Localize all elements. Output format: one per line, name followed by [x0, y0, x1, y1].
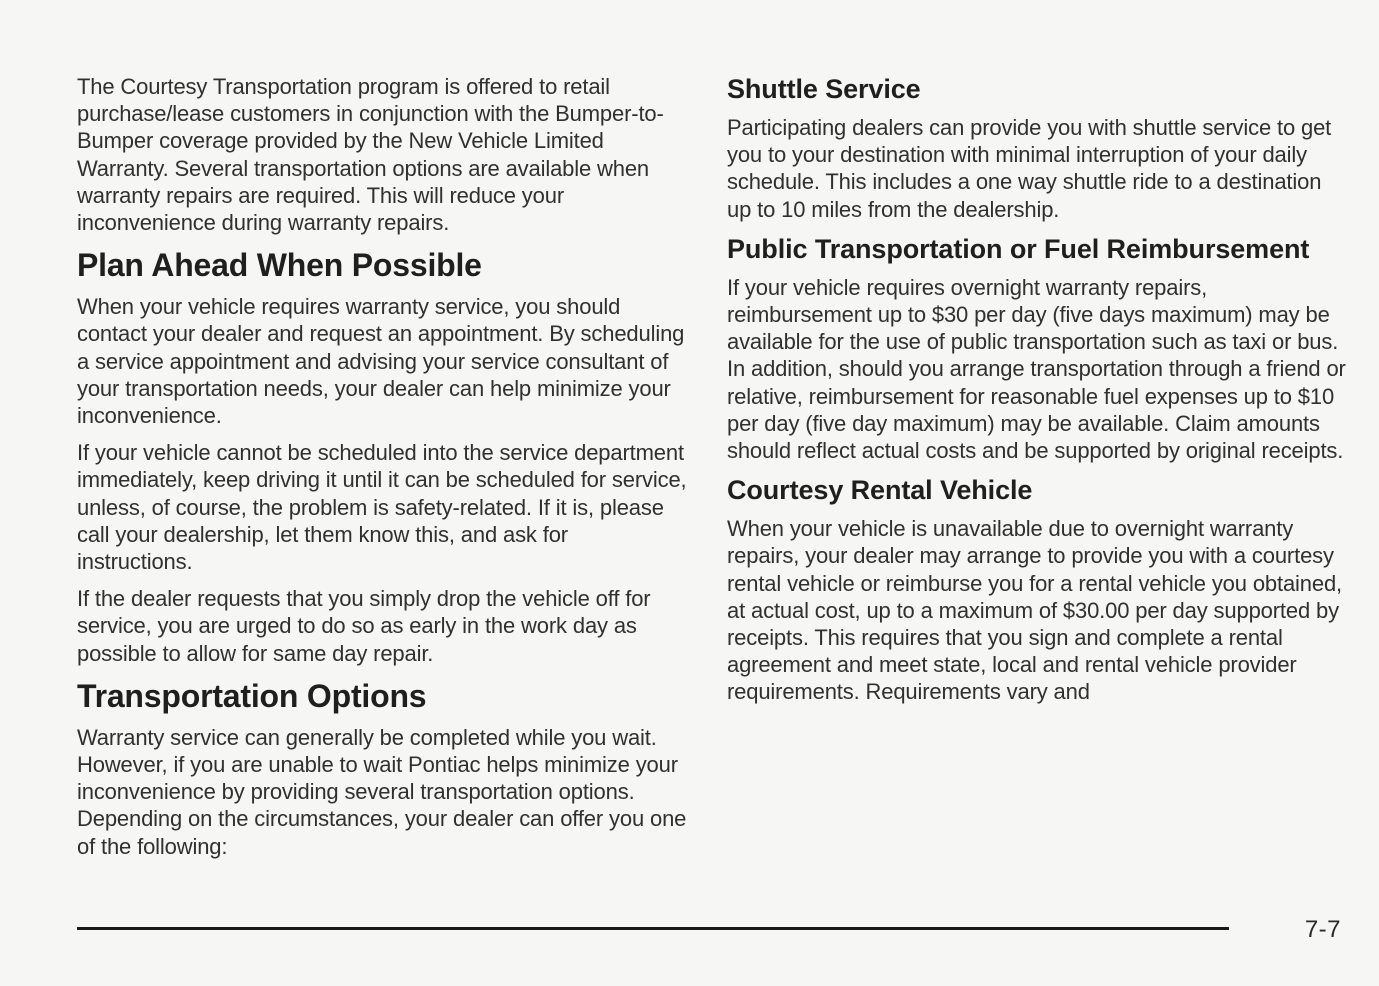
public-transportation-heading: Public Transportation or Fuel Reimbursement	[727, 233, 1310, 264]
transportation-options-paragraph: Warranty service can generally be completed while you wait. However, if you are unable to wait Pontiac helps minimize your inconvenience by providing several transportation options. Depending on the circumstances, your dealer can offer you one of the following:	[77, 724, 687, 859]
left-column	[77, 73, 689, 870]
courtesy-rental-paragraph: When your vehicle is unavailable due to overnight warranty repairs, your dealer may arrange to provide you with a courtesy rental vehicle or reimburse you for a rental vehicle you obtained, at actual cost, up to a maximum of $30.00 per day supported by receipts. This requires that you sign and complete a rental agreement and meet state, local and rental vehicle provider requirements. Requirements vary and	[727, 516, 1342, 705]
shuttle-service-paragraph: Participating dealers can provide you with shuttle service to get you to your destination with minimal interruption of your daily schedule. This includes a one way shuttle ride to a destination up to 10 miles from the dealership.	[727, 115, 1332, 222]
transportation-options-heading: Transportation Options	[77, 677, 427, 714]
footer-rule	[77, 927, 1229, 930]
courtesy-rental-heading: Courtesy Rental Vehicle	[727, 475, 1033, 506]
shuttle-service-heading: Shuttle Service	[727, 74, 921, 104]
plan-ahead-paragraph-3: If the dealer requests that you simply drop the vehicle off for service, you are urged to do so as early in the work day as possible to allow for same day repair.	[77, 586, 651, 666]
plan-ahead-paragraph-1: When your vehicle requires warranty service, you should contact your dealer and request an appointment. By scheduling a service appointment and advising your service consultant of your transportation needs, your dealer can help minimize your inconvenience.	[77, 294, 685, 429]
page-number: 7-7	[1304, 916, 1341, 943]
plan-ahead-paragraph-2: If your vehicle cannot be scheduled into the service department immediately, keep driving it until it can be scheduled for service, unless, of course, the problem is safety-related. If it is, please call your dealership, let them know this, and ask for instructions.	[77, 440, 687, 575]
intro-paragraph: The Courtesy Transportation program is offered to retail purchase/lease customers in conjunction with the Bumper-to-Bumper coverage provided by the New Vehicle Limited Warranty. Several transportation options are available when warranty repairs are required. This will reduce your inconvenience during warranty repairs.	[77, 74, 664, 236]
plan-ahead-heading: Plan Ahead When Possible	[77, 247, 482, 284]
public-transportation-paragraph: If your vehicle requires overnight warranty repairs, reimbursement up to $30 per day (five days maximum) may be available for the use of public transportation such as taxi or bus. In addition, should you arrange transportation through a friend or relative, reimbursement for reasonable fuel expenses up to $10 per day (five day maximum) may be available. Claim amounts should reflect actual costs and be supported by original receipts.	[727, 274, 1346, 464]
right-column	[727, 73, 1349, 716]
